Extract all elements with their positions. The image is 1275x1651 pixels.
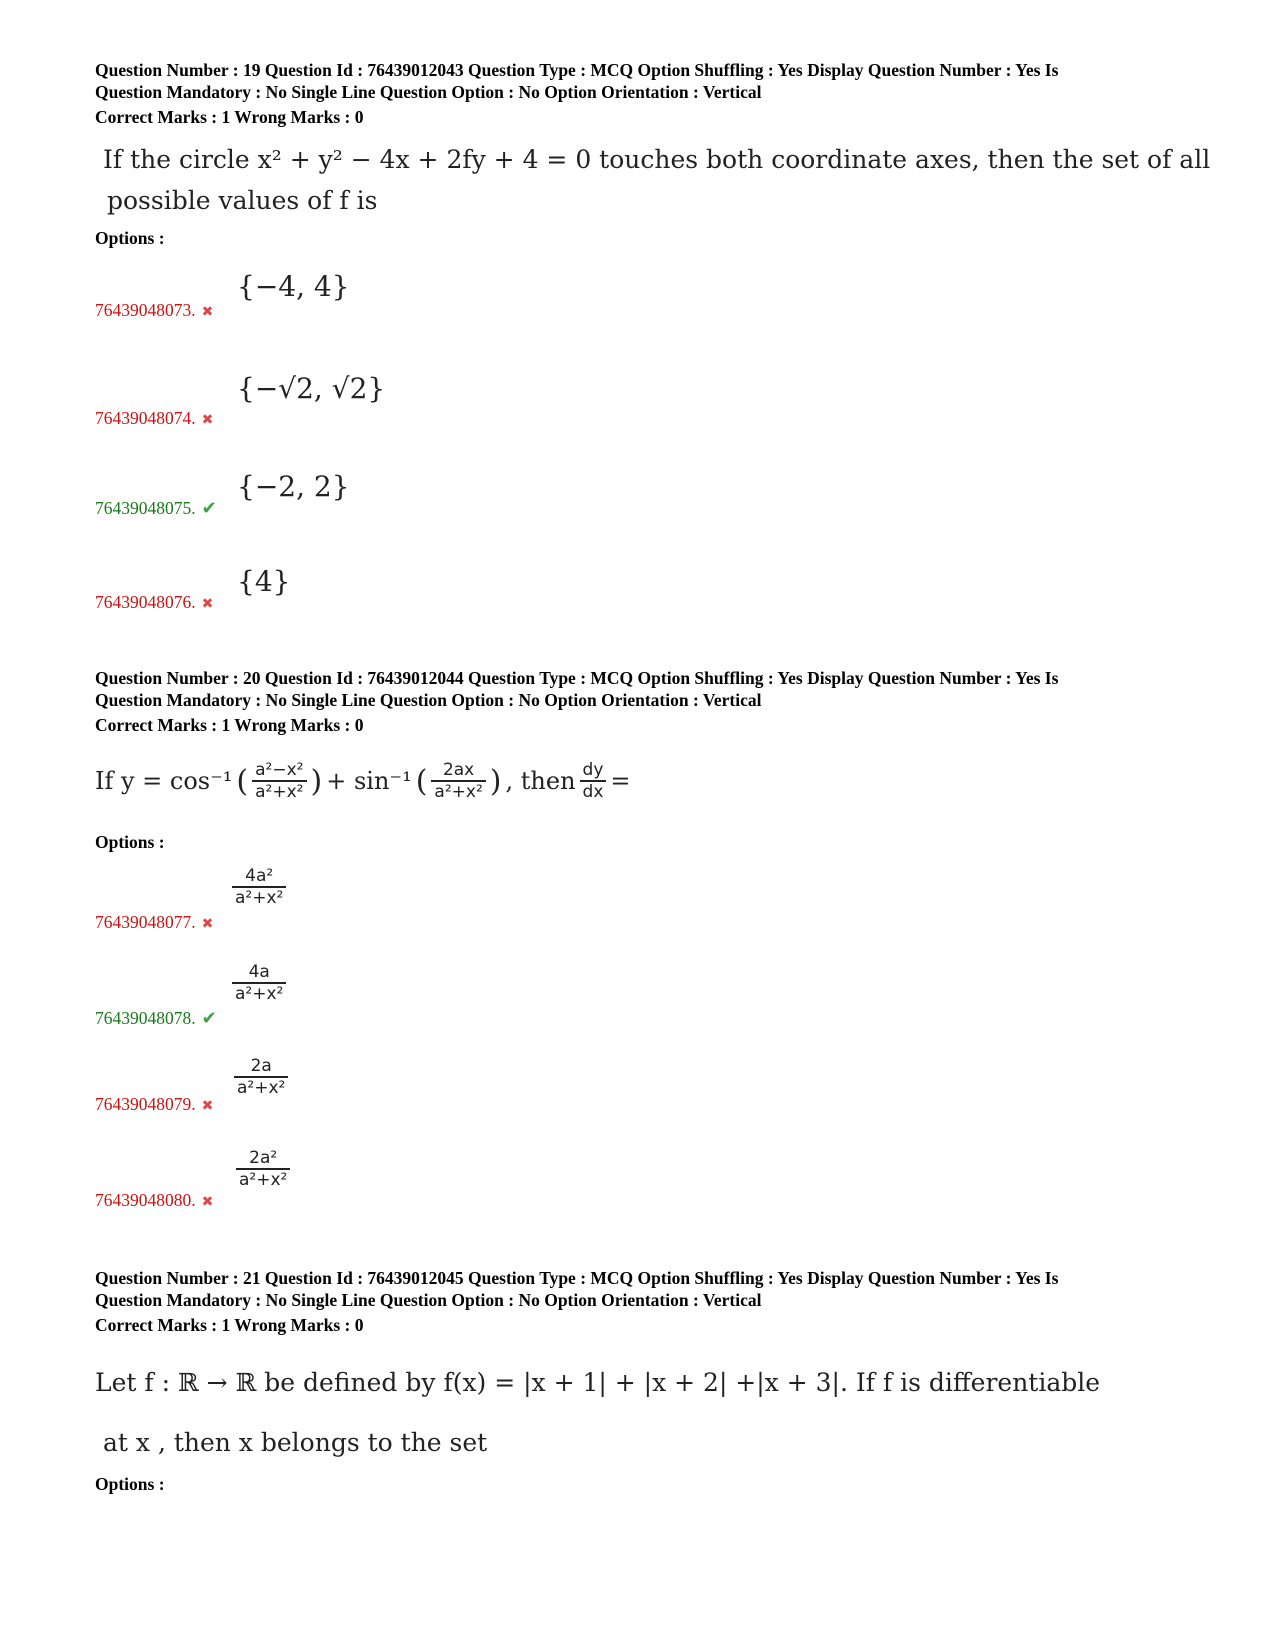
question-marks: Correct Marks : 1 Wrong Marks : 0	[95, 107, 364, 127]
wrong-icon: ✖	[201, 1099, 214, 1114]
option-id[interactable]	[95, 1190, 213, 1211]
option-id-text: 76439048078.	[95, 1008, 196, 1028]
question-marks: Correct Marks : 1 Wrong Marks : 0	[95, 1315, 364, 1335]
question-meta-line2: Question Mandatory : No Single Line Question Option : No Option Orientation : Vertical	[95, 1289, 762, 1310]
option-value: {−√2, √2}	[237, 372, 386, 405]
option-id-text: 76439048075.	[95, 498, 196, 518]
stem-fraction-3	[580, 760, 607, 802]
option-id[interactable]	[95, 1094, 213, 1115]
stem-fraction-1	[252, 760, 306, 802]
wrong-icon: ✖	[201, 413, 214, 428]
question-19-stem-line1: If the circle x² + y² − 4x + 2fy + 4 = 0 touches both coordinate axes, then the set of all	[103, 145, 1211, 174]
options-label: Options :	[95, 1474, 165, 1494]
fraction-denominator: a²+x²	[252, 780, 306, 802]
fraction-denominator: a²+x²	[232, 886, 286, 908]
question-20-stem	[95, 760, 631, 802]
paren-close: )	[310, 763, 323, 799]
wrong-icon: ✖	[201, 1195, 214, 1210]
fraction-denominator: a²+x²	[236, 1168, 290, 1190]
option-fraction	[236, 1148, 290, 1190]
option-value: {−4, 4}	[237, 270, 350, 303]
option-id-text: 76439048080.	[95, 1190, 196, 1210]
fraction-numerator: 4a²	[245, 866, 274, 886]
option-value: {−2, 2}	[237, 470, 350, 503]
question-20	[95, 668, 1195, 736]
fraction-denominator: a²+x²	[431, 780, 485, 802]
question-21-stem-line1: Let f : ℝ → ℝ be defined by f(x) = |x + 1| + |x + 2| +|x + 3|. If f is differentiable	[95, 1368, 1101, 1397]
options-label: Options :	[95, 832, 165, 852]
option-value	[234, 1056, 288, 1098]
option-id[interactable]	[95, 300, 213, 321]
fraction-numerator: 2ax	[442, 760, 475, 780]
fraction-denominator: dx	[580, 780, 607, 802]
fraction-numerator: 2a	[250, 1056, 272, 1076]
question-marks: Correct Marks : 1 Wrong Marks : 0	[95, 715, 364, 735]
paren-open: (	[236, 763, 249, 799]
fraction-numerator: a²−x²	[255, 760, 304, 780]
option-id[interactable]	[95, 592, 213, 613]
option-value	[236, 1148, 290, 1190]
question-meta-line2: Question Mandatory : No Single Line Question Option : No Option Orientation : Vertical	[95, 689, 762, 710]
stem-fraction-2	[431, 760, 485, 802]
option-value	[232, 866, 286, 908]
fraction-numerator: 4a	[248, 962, 270, 982]
option-id[interactable]	[95, 498, 217, 519]
stem-prefix: If y = cos⁻¹	[95, 767, 233, 795]
question-meta-line1: Question Number : 20 Question Id : 76439012044 Question Type : MCQ Option Shuffling : Yes Display Question Number : Yes Is	[95, 668, 1059, 688]
wrong-icon: ✖	[201, 917, 214, 932]
check-icon: ✔	[201, 1008, 217, 1028]
question-meta-line1: Question Number : 19 Question Id : 76439012043 Question Type : MCQ Option Shuffling : Yes Display Question Number : Yes Is	[95, 60, 1059, 80]
fraction-denominator: a²+x²	[234, 1076, 288, 1098]
option-fraction	[232, 866, 286, 908]
stem-then: , then	[505, 767, 576, 795]
fraction-denominator: a²+x²	[232, 982, 286, 1004]
paren-open: (	[415, 763, 428, 799]
question-meta-line1: Question Number : 21 Question Id : 76439012045 Question Type : MCQ Option Shuffling : Yes Display Question Number : Yes Is	[95, 1268, 1059, 1288]
option-id[interactable]	[95, 408, 213, 429]
wrong-icon: ✖	[201, 305, 214, 320]
stem-mid: + sin⁻¹	[326, 767, 412, 795]
option-value	[232, 962, 286, 1004]
option-id-text: 76439048076.	[95, 592, 196, 612]
option-fraction	[232, 962, 286, 1004]
question-21-stem-line2: at x , then x belongs to the set	[103, 1428, 488, 1457]
stem-equals: =	[610, 767, 631, 795]
option-id[interactable]	[95, 1008, 217, 1029]
option-id[interactable]	[95, 912, 213, 933]
fraction-numerator: dy	[582, 760, 604, 780]
question-meta-line2: Question Mandatory : No Single Line Question Option : No Option Orientation : Vertical	[95, 81, 762, 102]
option-id-text: 76439048079.	[95, 1094, 196, 1114]
option-id-text: 76439048074.	[95, 408, 196, 428]
question-19	[95, 60, 1195, 128]
options-label: Options :	[95, 228, 165, 248]
question-21	[95, 1268, 1195, 1336]
wrong-icon: ✖	[201, 597, 214, 612]
option-id-text: 76439048073.	[95, 300, 196, 320]
option-fraction	[234, 1056, 288, 1098]
check-icon: ✔	[201, 498, 217, 518]
option-value: {4}	[237, 565, 291, 598]
paren-close: )	[489, 763, 502, 799]
fraction-numerator: 2a²	[249, 1148, 278, 1168]
option-id-text: 76439048077.	[95, 912, 196, 932]
question-19-stem-line2: possible values of f is	[107, 186, 378, 215]
